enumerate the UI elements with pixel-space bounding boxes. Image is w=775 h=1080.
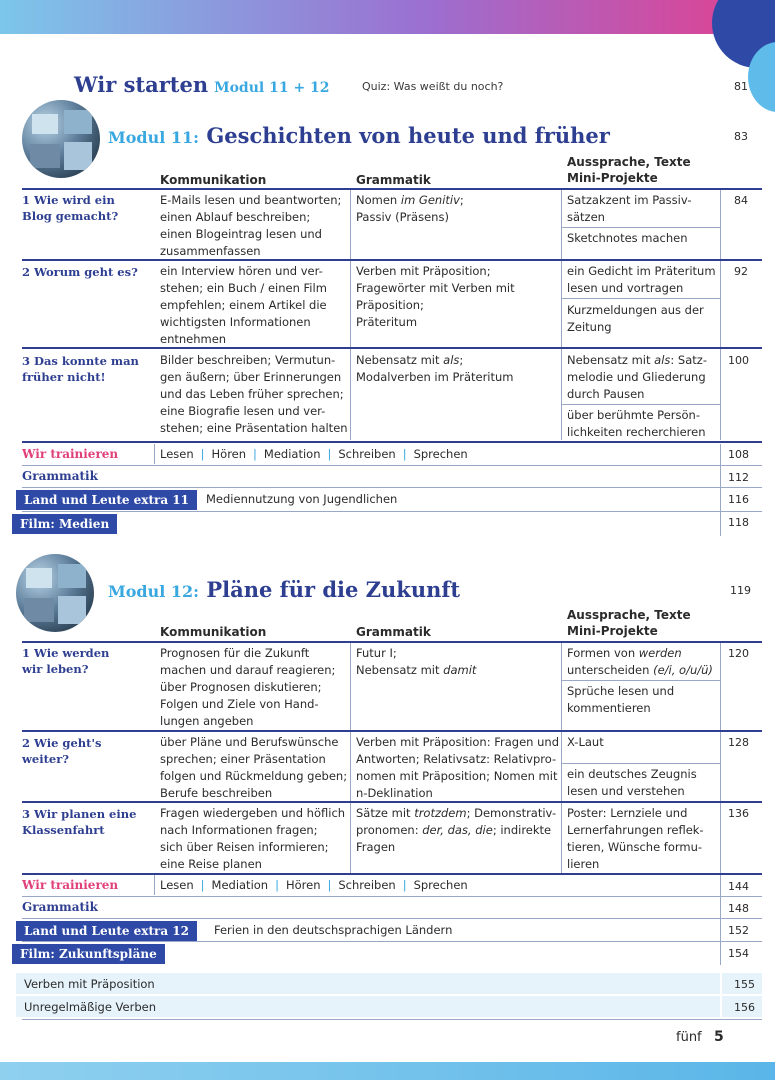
- module-11-title: [108, 123, 610, 148]
- header-aussprache: Aussprache, Texte Mini-Projekte: [567, 155, 691, 185]
- m12-row3-title: 3 Wir planen eine Klassenfahrt: [22, 807, 137, 837]
- m12-film-page: 154: [728, 947, 749, 960]
- separator: [22, 896, 762, 897]
- m12-row3-page: 136: [728, 807, 749, 820]
- separator: [720, 643, 721, 873]
- skill: Mediation: [211, 878, 269, 892]
- m12-trainieren-page: 144: [728, 880, 749, 893]
- m11-row-rule: [22, 347, 762, 349]
- appendix-item-label: Unregelmäßige Verben: [24, 1000, 156, 1014]
- separator: [350, 190, 351, 440]
- m11-land-label: Land und Leute extra 11: [16, 490, 197, 510]
- header-grammatik: Grammatik: [356, 173, 431, 187]
- m11-film-label: Film: Medien: [12, 514, 117, 534]
- starter-title: Wir starten: [74, 72, 209, 97]
- module-11-photo: [22, 100, 100, 178]
- separator: [720, 875, 721, 965]
- page-number: 5: [714, 1029, 724, 1045]
- m12-trainieren-skills: [160, 878, 468, 892]
- top-decoration-band: [0, 0, 775, 34]
- skill: Sprechen: [413, 447, 468, 461]
- m12-row1-title: 1 Wie werden wir leben?: [22, 646, 110, 676]
- module-12-photo: [16, 554, 94, 632]
- separator: [22, 1019, 762, 1020]
- module-11-name: Geschichten von heute und früher: [206, 123, 610, 148]
- separator: [22, 487, 762, 488]
- skill: Schreiben: [338, 878, 396, 892]
- module-11-header-rule: [22, 188, 762, 190]
- m12-row1-page: 120: [728, 647, 749, 660]
- appendix-item-page: 155: [734, 978, 755, 991]
- module-11-page: 83: [734, 130, 748, 143]
- header-kommunikation: Kommunikation: [160, 173, 267, 187]
- m11-row3-page: 100: [728, 354, 749, 367]
- m11-grammatik-label: Grammatik: [22, 469, 98, 483]
- separator: |: [275, 878, 279, 892]
- m12-row2-grammatik: Verben mit Präposition: Fragen und Antworten; Relativsatz: Relativpro- nomen mit Präposition; Nomen mit n-Deklination: [356, 735, 559, 800]
- m11-row2-grammatik: Verben mit Präposition; Fragewörter mit Verben mit Präposition; Präteritum: [356, 264, 515, 329]
- separator: [561, 227, 720, 228]
- skill: Mediation: [263, 447, 321, 461]
- m11-trainieren-label: Wir trainieren: [22, 447, 119, 461]
- separator: [350, 643, 351, 873]
- bottom-decoration-band: [0, 1062, 775, 1080]
- module-12-page: 119: [730, 584, 751, 597]
- appendix-item-page: 156: [734, 1001, 755, 1014]
- m11-row2-page: 92: [734, 265, 748, 278]
- m12-row2-page: 128: [728, 736, 749, 749]
- m11-row-rule: [22, 441, 762, 443]
- m12-row-rule: [22, 730, 762, 732]
- separator: [22, 918, 762, 919]
- separator: [154, 875, 155, 895]
- page-number-word: fünf: [676, 1030, 702, 1045]
- m11-row3-title: 3 Das konnte man früher nicht!: [22, 354, 139, 384]
- m12-row2-aussprache-2: ein deutsches Zeugnis lesen und verstehen: [567, 767, 697, 798]
- m11-row1-grammatik: Nomen im Genitiv; Passiv (Präsens): [356, 193, 464, 224]
- skill: Lesen: [160, 447, 194, 461]
- separator: [561, 680, 720, 681]
- separator: |: [327, 878, 332, 892]
- appendix-item-label: Verben mit Präposition: [24, 977, 155, 991]
- m11-row1-kommunikation: E-Mails lesen und beantworten; einen Ablauf beschreiben; einen Blogeintrag lesen und zusammenfassen: [160, 193, 342, 258]
- separator: [561, 298, 720, 299]
- separator: |: [200, 447, 205, 461]
- m11-row2-aussprache-1: ein Gedicht im Präteritum lesen und vortragen: [567, 264, 716, 295]
- separator: [561, 404, 720, 405]
- separator: |: [327, 447, 332, 461]
- m12-row3-kommunikation: Fragen wiedergeben und höflich nach Informationen fragen; sich über Reisen informieren; eine Reise planen: [160, 806, 346, 871]
- m11-row1-aussprache-1: Satzakzent im Passiv- sätzen: [567, 193, 692, 224]
- separator: [561, 643, 562, 873]
- separator: [22, 465, 762, 466]
- m11-grammatik-page: 112: [728, 471, 749, 484]
- module-11-label: Modul 11:: [108, 128, 200, 147]
- separator: |: [200, 878, 205, 892]
- skill: Hören: [211, 447, 247, 461]
- m11-row2-aussprache-2: Kurzmeldungen aus der Zeitung: [567, 303, 704, 334]
- module-12-header-rule: [22, 641, 762, 643]
- m11-trainieren-skills: [160, 447, 468, 461]
- m12-row3-aussprache-1: Poster: Lernziele und Lernerfahrungen reflek- tieren, Wünsche formu- lieren: [567, 806, 704, 871]
- m11-row1-title: 1 Wie wird ein Blog gemacht?: [22, 193, 119, 223]
- starter-page: 81: [734, 80, 748, 93]
- m11-row1-aussprache-2: Sketchnotes machen: [567, 231, 688, 245]
- m12-row2-aussprache-1: X-Laut: [567, 735, 604, 749]
- m11-row3-aussprache-1: Nebensatz mit als: Satz- melodie und Gliederung durch Pausen: [567, 353, 707, 401]
- separator: [561, 763, 720, 764]
- m11-land-text: Mediennutzung von Jugendlichen: [206, 492, 398, 506]
- header-grammatik: Grammatik: [356, 625, 431, 639]
- separator: [720, 973, 722, 1017]
- separator: |: [402, 447, 407, 461]
- m12-row1-aussprache-2: Sprüche lesen und kommentieren: [567, 684, 675, 715]
- module-12-name: Pläne für die Zukunft: [206, 577, 461, 602]
- m11-film-page: 118: [728, 516, 749, 529]
- m11-row2-title: 2 Worum geht es?: [22, 265, 138, 279]
- m12-film-label: Film: Zukunftspläne: [12, 944, 165, 964]
- m11-land-page: 116: [728, 493, 749, 506]
- m11-trainieren-page: 108: [728, 448, 749, 461]
- m12-grammatik-page: 148: [728, 902, 749, 915]
- m12-trainieren-label: Wir trainieren: [22, 878, 119, 892]
- m12-row1-aussprache-1: Formen von werden unterscheiden (e/i, o/u/ü): [567, 646, 713, 677]
- separator: [22, 941, 762, 942]
- skill: Hören: [285, 878, 321, 892]
- m12-row1-kommunikation: Prognosen für die Zukunft machen und darauf reagieren; über Prognosen diskutieren; Folgen und Ziele von Hand- lungen angeben: [160, 646, 336, 728]
- module-12-title: [108, 577, 460, 602]
- skill: Lesen: [160, 878, 194, 892]
- m12-row-rule: [22, 873, 762, 875]
- m12-land-page: 152: [728, 924, 749, 937]
- skill: Schreiben: [338, 447, 396, 461]
- separator: |: [402, 878, 407, 892]
- m11-row1-page: 84: [734, 194, 748, 207]
- header-aussprache: Aussprache, Texte Mini-Projekte: [567, 608, 691, 638]
- separator: [22, 511, 762, 512]
- starter-modules: Modul 11 + 12: [214, 80, 330, 96]
- m11-row-rule: [22, 259, 762, 261]
- m11-row3-kommunikation: Bilder beschreiben; Vermutun- gen äußern; über Erinnerungen und das Leben früher sprechen; eine Biografie lesen und ver- stehen; eine Präsentation halten: [160, 353, 348, 435]
- m11-row3-grammatik: Nebensatz mit als; Modalverben im Präteritum: [356, 353, 514, 384]
- m12-row-rule: [22, 801, 762, 803]
- m12-row2-kommunikation: über Pläne und Berufswünsche sprechen; einer Präsentation folgen und Rückmeldung geben; Berufe beschreiben: [160, 735, 348, 800]
- starter-heading: [74, 72, 330, 97]
- m12-row1-grammatik: Futur I; Nebensatz mit damit: [356, 646, 477, 677]
- module-12-label: Modul 12:: [108, 582, 200, 601]
- separator: [720, 444, 721, 536]
- separator: |: [253, 447, 257, 461]
- separator: [154, 444, 155, 464]
- skill: Sprechen: [413, 878, 468, 892]
- m12-land-label: Land und Leute extra 12: [16, 921, 197, 941]
- m12-land-text: Ferien in den deutschsprachigen Ländern: [214, 923, 453, 937]
- m12-row2-title: 2 Wie geht's weiter?: [22, 736, 102, 766]
- m12-row3-grammatik: Sätze mit trotzdem; Demonstrativ- pronomen: der, das, die; indirekte Fragen: [356, 806, 557, 854]
- separator: [720, 190, 721, 440]
- m11-row3-aussprache-2: über berühmte Persön- lichkeiten recherchieren: [567, 408, 706, 439]
- m11-row2-kommunikation: ein Interview hören und ver- stehen; ein Buch / einen Film empfehlen; einem Artikel die wichtigsten Informationen entnehmen: [160, 264, 327, 346]
- m12-grammatik-label: Grammatik: [22, 900, 98, 914]
- starter-quiz: Quiz: Was weißt du noch?: [362, 80, 504, 93]
- header-kommunikation: Kommunikation: [160, 625, 267, 639]
